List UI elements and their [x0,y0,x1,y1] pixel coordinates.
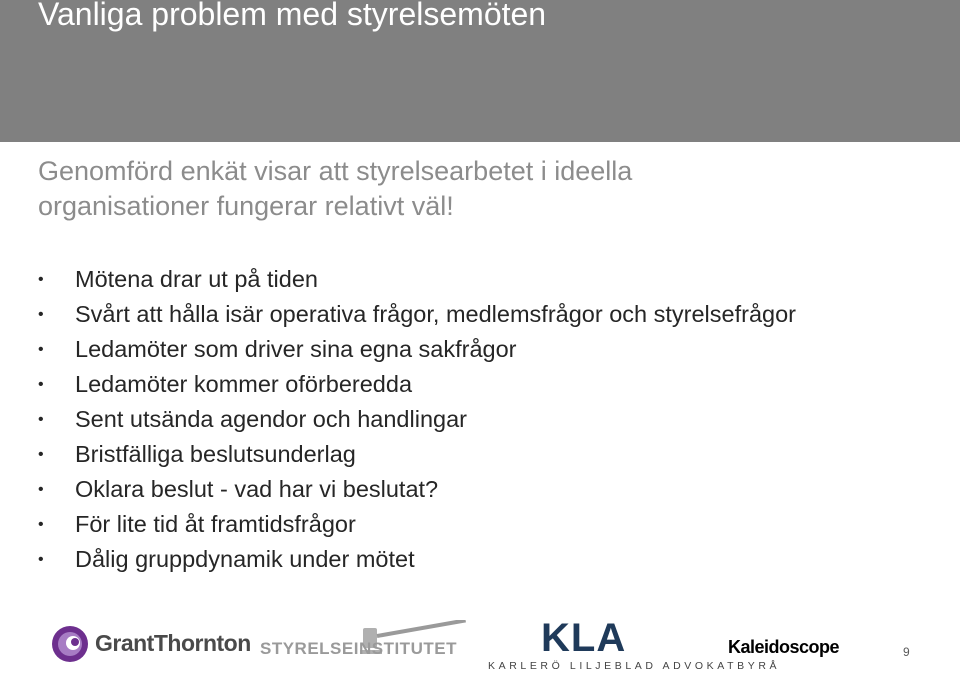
grant-thornton-wordmark: GrantThornton [95,630,251,656]
bullet-icon: • [38,551,44,568]
grant-thornton-mark-icon [50,624,90,664]
bullet-text: Ledamöter kommer oförberedda [75,371,413,397]
bullet-icon: • [38,446,44,463]
list-item [38,472,796,507]
styrelse-institutet-wordmark: STYRELSEINSTITUTET [260,639,457,658]
subtitle-line: organisationer fungerar relativt väl! [38,191,454,221]
bullet-text: Svårt att hålla isär operativa frågor, medlemsfrågor och styrelsefrågor [75,301,796,327]
list-item [38,262,796,297]
bullet-text: Oklara beslut - vad har vi beslutat? [75,476,439,502]
list-item [38,507,796,542]
list-item [38,542,796,577]
bullet-icon: • [38,411,44,428]
list-item [38,437,796,472]
bullet-text: Mötena drar ut på tiden [75,266,318,292]
list-item [38,332,796,367]
bullet-icon: • [38,481,44,498]
list-item [38,402,796,437]
bullet-icon: • [38,376,44,393]
kaleidoscope-logo: Kaleidoscope [728,637,840,657]
page-number: 9 [903,645,910,659]
bullet-text: För lite tid åt framtidsfrågor [75,511,356,537]
kla-subtitle: KARLERÖ LILJEBLAD ADVOKATBYRÅ [488,660,781,672]
bullet-text: Dålig gruppdynamik under mötet [75,546,415,572]
list-item [38,297,796,332]
kla-logo [488,616,781,674]
bullet-text: Ledamöter som driver sina egna sakfrågor [75,336,517,362]
subtitle-line: Genomförd enkät visar att styrelsearbetet i ideella [38,156,633,186]
kla-wordmark: KLA [541,616,627,660]
grant-thornton-logo [50,624,251,664]
bullet-icon: • [38,341,44,358]
list-item [38,367,796,402]
footer-logos [0,600,960,674]
styrelse-institutet-logo [260,620,490,660]
bullet-list [38,262,796,577]
subtitle [38,154,838,224]
bullet-icon: • [38,271,44,288]
bullet-text: Bristfälliga beslutsunderlag [75,441,356,467]
bullet-text: Sent utsända agendor och handlingar [75,406,467,432]
slide-title: Vanliga problem med styrelsemöten [38,0,547,32]
bullet-icon: • [38,516,44,533]
bullet-icon: • [38,306,44,323]
